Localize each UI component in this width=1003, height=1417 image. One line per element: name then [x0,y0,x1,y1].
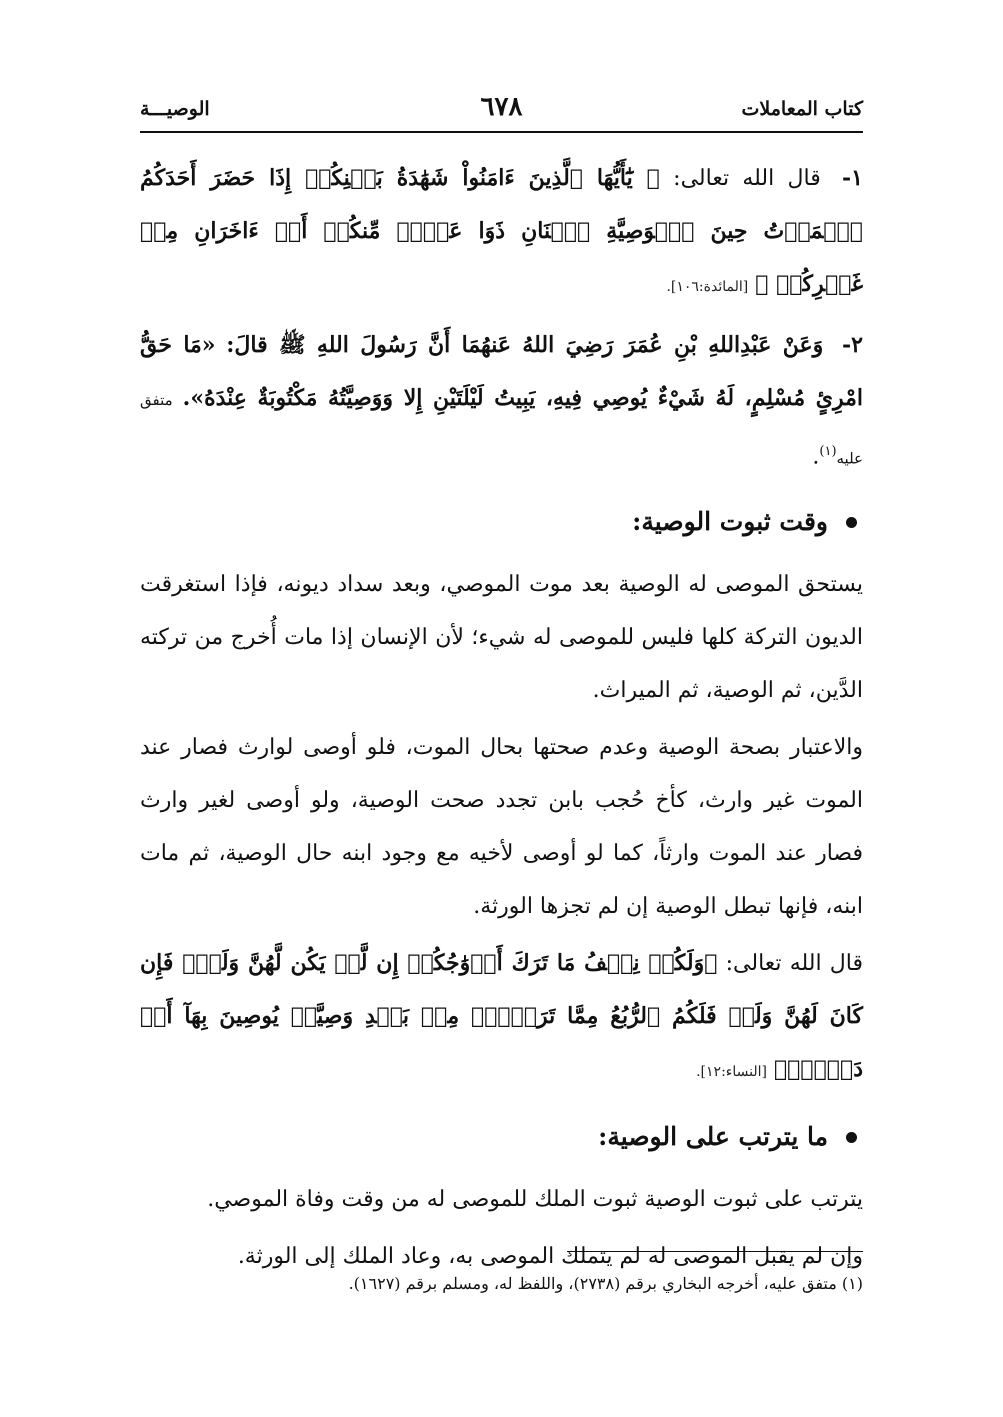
item-end: . [812,444,820,470]
paragraph: يستحق الموصى له الوصية بعد موت الموصي، وبعد سداد ديونه، فإذا استغرقت الديون التركة كلها فليس للموصى له شيء؛ لأن الإنسان إذا مات أُخرج من تركته الدَّين، ثم الوصية، ثم الميراث. [140,572,863,704]
quran-verse: ﴿وَلَكُمۡ نِصۡفُ مَا تَرَكَ أَزۡوَٰجُكُمۡ إِن لَّمۡ يَكُن لَّهُنَّ وَلَدٞۚ فَإِن كَانَ لَهُنَّ وَلَدٞ فَلَكُمُ ٱلرُّبُعُ مِمَّا تَرَكۡنَۚ مِنۢ بَعۡدِ وَصِيَّةٖ يُوصِينَ بِهَآ أَوۡ دَيۡنٖۚ﴾ [140,950,863,1083]
bullet-icon [846,517,857,528]
section-heading [140,498,863,546]
paragraph: والاعتبار بصحة الوصية وعدم صحتها بحال الموت، فلو أوصى لوارث فصار عند الموت غير وارث، كأخ حُجب بابن تجدد صحت الوصية، ولو أوصى لغير وارث فصار عند الموت وارثاً، كما لو أوصى لأخيه مع وجود ابنه حال الوصية، ثم مات ابنه، فإنها تبطل الوصية إن لم تجزها الورثة. [140,735,863,920]
hadith-text: «مَا حَقُّ امْرِئٍ مُسْلِمٍ، لَهُ شَيْءٌ يُوصِي فِيهِ، يَبِيتُ لَيْلَتَيْنِ إِلا وَوَصِيَّتُهُ مَكْتُوبَةٌ عِنْدَهُ». [140,332,863,411]
bullet-icon [846,1132,857,1143]
evidence-item-1 [140,152,863,313]
evidence-item-2 [140,319,863,484]
verse-reference: [النساء:١٢]. [696,1064,767,1081]
hadith-source: متفق عليه [140,391,863,468]
page-number: ٦٧٨ [480,92,523,122]
book-page [140,0,863,1417]
quote-intro: قال الله تعالى: [673,166,821,191]
book-title: كتاب المعاملات [741,98,863,120]
quran-quote [140,937,863,1099]
header-divider [140,131,863,133]
section-title: ما يترتب على الوصية: [598,1122,828,1152]
footnote: (١) متفق عليه، أخرجه البخاري برقم (٢٧٣٨)، واللفظ له، ومسلم برقم (١٦٢٧). [348,1274,863,1293]
main-content [140,152,863,1287]
hadith-narration: وَعَنْ عَبْدِاللهِ بْنِ عُمَرَ رَضِيَ اللهُ عَنهُمَا أَنَّ رَسُولَ اللهِ ﷺ قالَ: [226,332,824,358]
item-number: ٢- [842,332,863,358]
paragraph: يترتب على ثبوت الوصية ثبوت الملك للموصى له من وقت وفاة الموصي. [207,1187,863,1213]
quran-verse: ﴿ يَٰٓأَيُّهَا ٱلَّذِينَ ءَامَنُواْ شَهَٰدَةُ بَيۡنِكُمۡ إِذَا حَضَرَ أَحَدَكُمُ ٱلۡمَوۡتُ حِينَ ٱلۡوَصِيَّةِ ٱثۡنَانِ ذَوَا عَدۡلٖ مِّنكُمۡ أَوۡ ءَاخَرَانِ مِنۡ غَيۡرِكُمۡ ﴾ [140,165,863,297]
chapter-title: الوصيـــة [140,98,210,120]
footnote-divider [567,1251,863,1252]
footnote-marker[interactable]: (١) [819,444,837,459]
quote-intro: قال الله تعالى: [725,951,863,977]
verse-reference: [المائدة:١٠٦]. [666,279,749,295]
section-heading [140,1113,863,1161]
page-header [140,92,863,128]
paragraph: وإن لم يقبل الموصى له لم يتملك الموصى به، وعاد الملك إلى الورثة. [237,1244,863,1270]
item-number: ١- [842,165,863,191]
section-title: وقت ثبوت الوصية: [632,507,828,537]
